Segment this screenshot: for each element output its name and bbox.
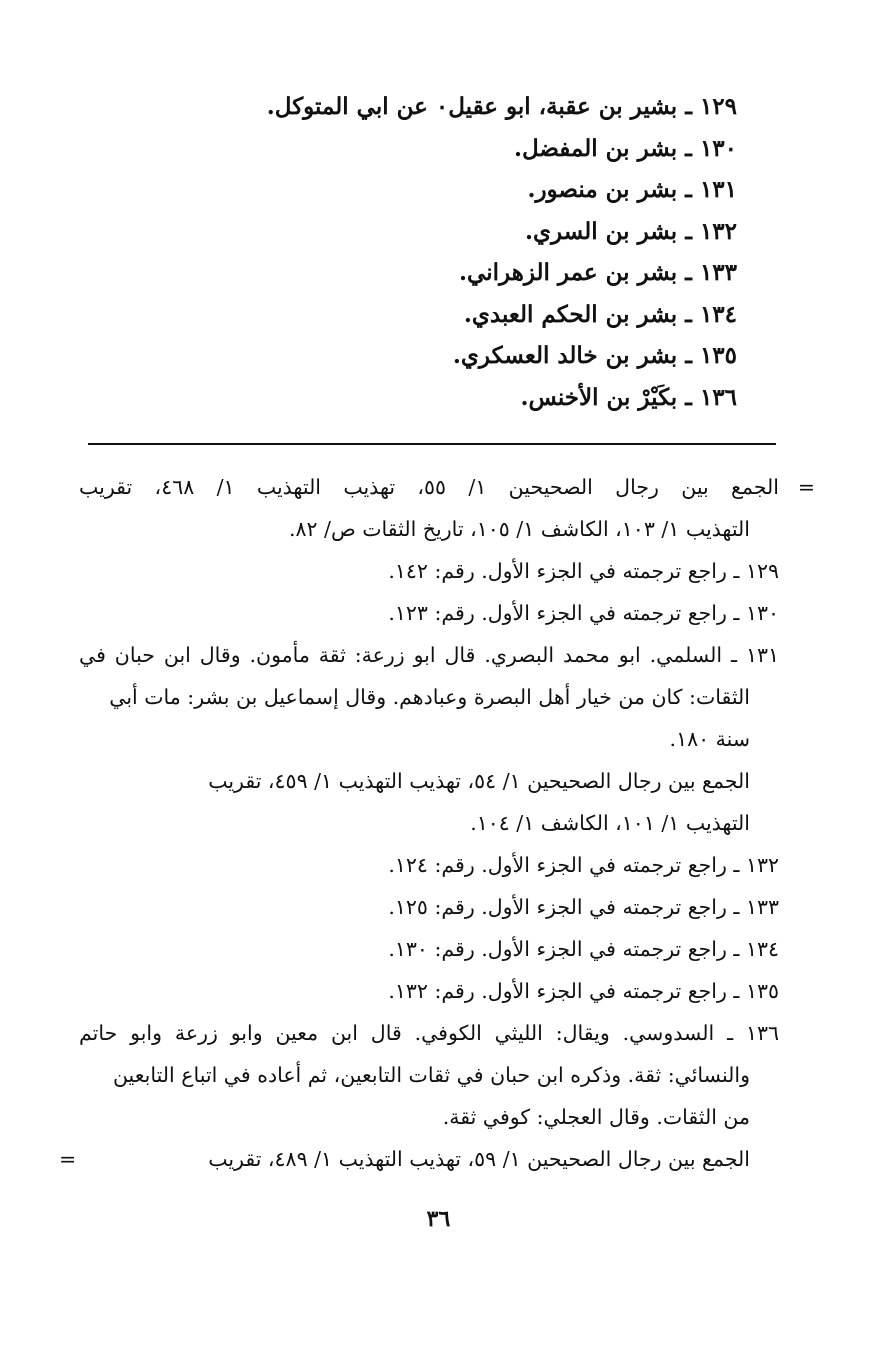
footnote-line: ١٣١ ـ السلمي. ابو محمد البصري. قال ابو زرعة: ثقة مأمون. وقال ابن حبان في [79, 643, 779, 667]
footnote-line: الثقات: كان من خيار أهل البصرة وعبادهم. وقال إسماعيل بن بشر: مات أبي [109, 685, 750, 709]
footnote-line: التهذيب ١/ ١٠٣، الكاشف ١/ ١٠٥، تاريخ الثقات ص/ ٨٢. [288, 517, 750, 541]
footnote-line: الجمع بين رجال الصحيحين ١/ ٥٤، تهذيب التهذيب ١/ ٤٥٩، تقريب [208, 769, 750, 793]
main-entry: ١٣٤ ـ بشر بن الحكم العبدي. [463, 300, 737, 328]
main-entry: ١٣٣ ـ بشر بن عمر الزهراني. [459, 259, 737, 286]
footnote-line: ١٣٠ ـ راجع ترجمته في الجزء الأول. رقم: ١٢٣. [388, 601, 779, 625]
footnote-line: ١٣٣ ـ راجع ترجمته في الجزء الأول. رقم: ١٢٥. [388, 895, 779, 919]
main-entry-list [177, 86, 737, 418]
main-entry: ١٣٠ ـ بشر بن المفضل. [513, 134, 737, 162]
footnote-line [79, 466, 815, 508]
footnote-separator [88, 443, 776, 445]
footnote-line: ١٢٩ ـ راجع ترجمته في الجزء الأول. رقم: ١٤٢. [388, 559, 779, 583]
footnote-line: سنة ١٨٠. [669, 727, 750, 751]
continuation-marker: = [59, 1147, 77, 1171]
continuation-marker: = [797, 475, 815, 499]
footnote-line: ١٣٤ ـ راجع ترجمته في الجزء الأول. رقم: ١٣٠. [388, 937, 779, 961]
footnote-line: من الثقات. وقال العجلي: كوفي ثقة. [442, 1105, 750, 1129]
footnote-line: ١٣٥ ـ راجع ترجمته في الجزء الأول. رقم: ١٣٢. [388, 979, 779, 1003]
main-entry: ١٢٩ ـ بشير بن عقبة، ابو عقيل٠ عن ابي المتوكل. [266, 93, 737, 120]
footnote-text: الجمع بين رجال الصحيحين ١/ ٥٥، تهذيب التهذيب ١/ ٤٦٨، تقريب [79, 475, 779, 499]
footnote-line: ١٣٢ ـ راجع ترجمته في الجزء الأول. رقم: ١٢٤. [388, 853, 779, 877]
main-entry: ١٣٢ ـ بشر بن السري. [525, 217, 737, 245]
footnote-line [59, 1138, 779, 1180]
main-entry: ١٣٥ ـ بشر بن خالد العسكري. [452, 342, 737, 369]
footnotes [59, 466, 815, 1180]
footnote-line: والنسائي: ثقة. وذكره ابن حبان في ثقات التابعين، ثم أعاده في اتباع التابعين [112, 1063, 750, 1087]
footnote-line: التهذيب ١/ ١٠١، الكاشف ١/ ١٠٤. [470, 811, 750, 835]
main-entry: ١٣١ ـ بشر بن منصور. [527, 176, 737, 203]
footnote-line: ١٣٦ ـ السدوسي. ويقال: الليثي الكوفي. قال ابن معين وابو زرعة وابو حاتم [79, 1021, 779, 1045]
page-number: ٣٦ [426, 1206, 451, 1232]
main-entry: ١٣٦ ـ بكَيْرْ بن الأخنس. [520, 383, 737, 411]
footnote-text: الجمع بين رجال الصحيحين ١/ ٥٩، تهذيب التهذيب ١/ ٤٨٩، تقريب [208, 1147, 750, 1171]
